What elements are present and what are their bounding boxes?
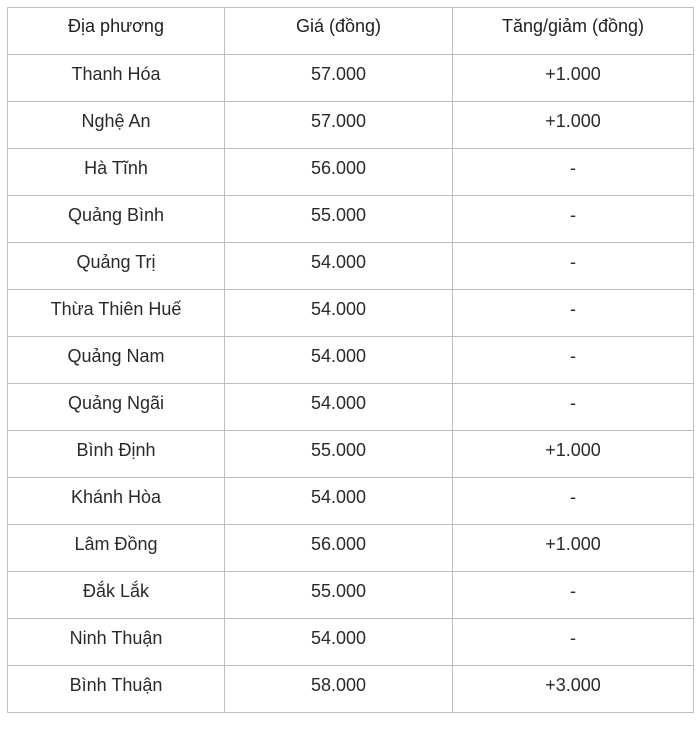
cell-price: 57.000: [225, 55, 453, 102]
table-row: [8, 337, 694, 384]
price-table: [7, 7, 694, 713]
cell-price: 54.000: [225, 243, 453, 290]
cell-region: Quảng Nam: [8, 337, 225, 384]
cell-price: 55.000: [225, 196, 453, 243]
table-row: [8, 619, 694, 666]
cell-region: Hà Tĩnh: [8, 149, 225, 196]
cell-region: Quảng Trị: [8, 243, 225, 290]
cell-price: 54.000: [225, 384, 453, 431]
cell-change: +1.000: [453, 55, 694, 102]
cell-price: 55.000: [225, 431, 453, 478]
header-region: Địa phương: [8, 8, 225, 55]
table-row: [8, 102, 694, 149]
table-row: [8, 525, 694, 572]
cell-change: -: [453, 478, 694, 525]
table-row: [8, 666, 694, 713]
cell-region: Nghệ An: [8, 102, 225, 149]
cell-price: 55.000: [225, 572, 453, 619]
cell-price: 54.000: [225, 337, 453, 384]
cell-change: -: [453, 149, 694, 196]
cell-change: -: [453, 337, 694, 384]
cell-change: -: [453, 243, 694, 290]
table-row: [8, 196, 694, 243]
cell-price: 54.000: [225, 290, 453, 337]
cell-region: Quảng Bình: [8, 196, 225, 243]
header-change: Tăng/giảm (đồng): [453, 8, 694, 55]
cell-region: Đắk Lắk: [8, 572, 225, 619]
cell-change: -: [453, 196, 694, 243]
table-row: [8, 243, 694, 290]
cell-region: Ninh Thuận: [8, 619, 225, 666]
cell-change: -: [453, 290, 694, 337]
cell-region: Quảng Ngãi: [8, 384, 225, 431]
table-row: [8, 384, 694, 431]
cell-change: -: [453, 619, 694, 666]
cell-price: 54.000: [225, 478, 453, 525]
cell-change: +1.000: [453, 431, 694, 478]
cell-region: Lâm Đồng: [8, 525, 225, 572]
cell-change: +3.000: [453, 666, 694, 713]
cell-price: 56.000: [225, 149, 453, 196]
table-header-row: [8, 8, 694, 55]
table-row: [8, 55, 694, 102]
table-row: [8, 478, 694, 525]
table-row: [8, 290, 694, 337]
cell-price: 58.000: [225, 666, 453, 713]
cell-region: Thanh Hóa: [8, 55, 225, 102]
cell-region: Bình Thuận: [8, 666, 225, 713]
cell-price: 57.000: [225, 102, 453, 149]
table-row: [8, 431, 694, 478]
cell-change: +1.000: [453, 525, 694, 572]
cell-price: 56.000: [225, 525, 453, 572]
table-row: [8, 572, 694, 619]
cell-change: -: [453, 384, 694, 431]
cell-change: +1.000: [453, 102, 694, 149]
cell-region: Bình Định: [8, 431, 225, 478]
cell-change: -: [453, 572, 694, 619]
header-price: Giá (đồng): [225, 8, 453, 55]
cell-region: Khánh Hòa: [8, 478, 225, 525]
table-row: [8, 149, 694, 196]
cell-price: 54.000: [225, 619, 453, 666]
cell-region: Thừa Thiên Huế: [8, 290, 225, 337]
